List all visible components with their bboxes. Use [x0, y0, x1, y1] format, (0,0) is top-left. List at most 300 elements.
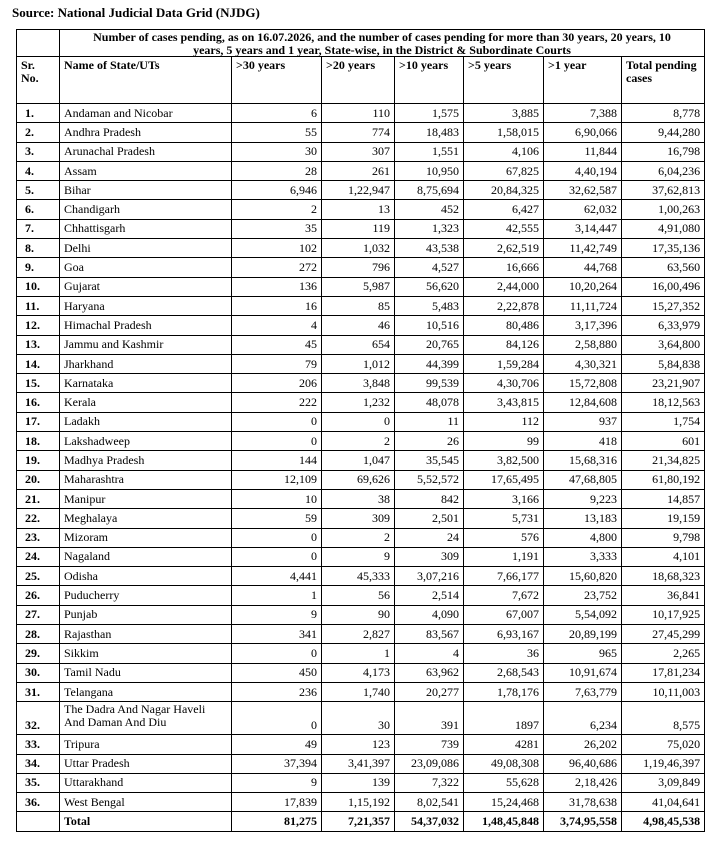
cell-over-1-year: 31,78,638 [544, 793, 622, 812]
cell-sr-no: 6. [17, 200, 60, 219]
cell-over-5-years: 6,93,167 [464, 625, 544, 644]
table-row [17, 644, 705, 663]
cell-over-1-year: 7,388 [544, 104, 622, 123]
table-row [17, 432, 705, 451]
cell-over-30-years: 0 [232, 412, 322, 431]
cell-state-name: Madhya Pradesh [60, 451, 232, 470]
cell-over-20-years: 69,626 [322, 470, 395, 489]
cell-sr-no: 30. [17, 663, 60, 682]
cell-over-10-years: 4,090 [395, 605, 464, 624]
cell-over-10-years: 7,322 [395, 773, 464, 792]
cell-over-10-years: 48,078 [395, 393, 464, 412]
cell-over-1-year: 937 [544, 412, 622, 431]
cell-sr-no: 32. [17, 702, 60, 735]
cell-state-name: Odisha [60, 567, 232, 586]
cell-state-name: Maharashtra [60, 470, 232, 489]
table-row [17, 451, 705, 470]
cell-over-1-year: 7,63,779 [544, 682, 622, 701]
cell-total-pending: 3,64,800 [622, 335, 705, 354]
cell-over-10-years: 35,545 [395, 451, 464, 470]
cell-state-name: Lakshadweep [60, 432, 232, 451]
cell-total-pending: 18,68,323 [622, 567, 705, 586]
table-row [17, 161, 705, 180]
cell-over-5-years: 2,22,878 [464, 296, 544, 315]
cell-over-10-years: 18,483 [395, 123, 464, 142]
table-row [17, 296, 705, 315]
cell-over-30-years: 0 [232, 644, 322, 663]
cell-over-5-years: 16,666 [464, 258, 544, 277]
cell-over-30-years: 28 [232, 161, 322, 180]
table-row [17, 316, 705, 335]
table-row [17, 104, 705, 123]
cell-sr-no: 34. [17, 754, 60, 773]
cell-state-name: Punjab [60, 605, 232, 624]
cell-over-20-years: 38 [322, 489, 395, 508]
table-row [17, 605, 705, 624]
cell-total-pending: 17,35,136 [622, 239, 705, 258]
cell-over-30-years: 136 [232, 277, 322, 296]
cell-state-name: Meghalaya [60, 509, 232, 528]
table-row [17, 682, 705, 701]
table-row [17, 181, 705, 200]
column-header-sr-no: Sr. No. [17, 57, 60, 104]
cell-total-pending: 37,62,813 [622, 181, 705, 200]
cell-over-10-years: 1,575 [395, 104, 464, 123]
cell-over-5-years: 3,885 [464, 104, 544, 123]
cell-over-5-years: 99 [464, 432, 544, 451]
table-row [17, 354, 705, 373]
cell-sr-no: 25. [17, 567, 60, 586]
cell-over-10-years: 2,514 [395, 586, 464, 605]
cell-over-5-years: 4281 [464, 735, 544, 754]
cell-over-30-years: 12,109 [232, 470, 322, 489]
cell-total-pending: 9,798 [622, 528, 705, 547]
table-row [17, 773, 705, 792]
cell-over-30-years: 17,839 [232, 793, 322, 812]
cell-over-5-years: 80,486 [464, 316, 544, 335]
cell-over-20-years: 1,15,192 [322, 793, 395, 812]
cell-over-1-year: 26,202 [544, 735, 622, 754]
cell-total-pending: 4,91,080 [622, 219, 705, 238]
total-cell-over-10-years: 54,37,032 [395, 812, 464, 831]
cell-state-name: Telangana [60, 682, 232, 701]
cell-over-1-year: 32,62,587 [544, 181, 622, 200]
cell-over-1-year: 62,032 [544, 200, 622, 219]
total-cell-over-1-year: 3,74,95,558 [544, 812, 622, 831]
cell-over-10-years: 63,962 [395, 663, 464, 682]
cell-over-5-years: 2,68,543 [464, 663, 544, 682]
cell-over-10-years: 739 [395, 735, 464, 754]
cell-over-20-years: 1,032 [322, 239, 395, 258]
cell-over-10-years: 99,539 [395, 374, 464, 393]
total-cell-over-20-years: 7,21,357 [322, 812, 395, 831]
table-row [17, 258, 705, 277]
cell-sr-no: 35. [17, 773, 60, 792]
column-header-over-1-year: >1 year [544, 57, 622, 104]
cell-sr-no: 23. [17, 528, 60, 547]
cell-sr-no: 14. [17, 354, 60, 373]
cell-over-20-years: 85 [322, 296, 395, 315]
table-row [17, 374, 705, 393]
table-row [17, 702, 705, 735]
cell-over-5-years: 3,82,500 [464, 451, 544, 470]
cell-state-name: Mizoram [60, 528, 232, 547]
cell-total-pending: 63,560 [622, 258, 705, 277]
cell-over-1-year: 6,234 [544, 702, 622, 735]
cell-over-5-years: 15,24,468 [464, 793, 544, 812]
cell-over-30-years: 0 [232, 702, 322, 735]
cell-sr-no: 11. [17, 296, 60, 315]
cell-total-pending: 6,04,236 [622, 161, 705, 180]
cell-over-20-years: 119 [322, 219, 395, 238]
cell-over-5-years: 112 [464, 412, 544, 431]
cell-over-1-year: 44,768 [544, 258, 622, 277]
cell-total-pending: 27,45,299 [622, 625, 705, 644]
cell-over-5-years: 5,731 [464, 509, 544, 528]
table-row [17, 412, 705, 431]
cell-total-pending: 4,101 [622, 547, 705, 566]
cell-over-30-years: 35 [232, 219, 322, 238]
cell-state-name: Ladakh [60, 412, 232, 431]
cell-over-20-years: 2 [322, 432, 395, 451]
cell-sr-no: 28. [17, 625, 60, 644]
cell-over-20-years: 3,41,397 [322, 754, 395, 773]
cell-state-name: Arunachal Pradesh [60, 142, 232, 161]
cell-state-name: Kerala [60, 393, 232, 412]
table-row [17, 528, 705, 547]
cell-over-10-years: 1,551 [395, 142, 464, 161]
table-row [17, 567, 705, 586]
cell-sr-no: 2. [17, 123, 60, 142]
cell-over-20-years: 5,987 [322, 277, 395, 296]
cell-over-20-years: 1,047 [322, 451, 395, 470]
cell-over-10-years: 4,527 [395, 258, 464, 277]
cell-over-5-years: 6,427 [464, 200, 544, 219]
pending-cases-table [16, 29, 705, 832]
cell-state-name: Uttarakhand [60, 773, 232, 792]
cell-total-pending: 1,00,263 [622, 200, 705, 219]
cell-over-20-years: 45,333 [322, 567, 395, 586]
cell-total-pending: 19,159 [622, 509, 705, 528]
cell-state-name: Bihar [60, 181, 232, 200]
table-row [17, 335, 705, 354]
cell-sr-no: 31. [17, 682, 60, 701]
cell-total-pending: 18,12,563 [622, 393, 705, 412]
cell-over-5-years: 42,555 [464, 219, 544, 238]
cell-state-name: The Dadra And Nagar Haveli And Daman And Diu [60, 702, 232, 735]
cell-over-1-year: 10,20,264 [544, 277, 622, 296]
cell-over-20-years: 307 [322, 142, 395, 161]
cell-state-name: Jharkhand [60, 354, 232, 373]
cell-total-pending: 23,21,907 [622, 374, 705, 393]
cell-over-5-years: 576 [464, 528, 544, 547]
cell-total-pending: 10,11,003 [622, 682, 705, 701]
cell-state-name: Uttar Pradesh [60, 754, 232, 773]
header-blank [17, 30, 60, 57]
cell-state-name: Himachal Pradesh [60, 316, 232, 335]
cell-sr-no: 21. [17, 489, 60, 508]
cell-sr-no: 27. [17, 605, 60, 624]
cell-over-5-years: 1897 [464, 702, 544, 735]
cell-over-5-years: 17,65,495 [464, 470, 544, 489]
cell-over-20-years: 1,22,947 [322, 181, 395, 200]
cell-state-name: Jammu and Kashmir [60, 335, 232, 354]
cell-state-name: Manipur [60, 489, 232, 508]
cell-over-1-year: 23,752 [544, 586, 622, 605]
cell-over-1-year: 13,183 [544, 509, 622, 528]
cell-over-30-years: 341 [232, 625, 322, 644]
cell-over-30-years: 0 [232, 528, 322, 547]
cell-over-10-years: 44,399 [395, 354, 464, 373]
cell-over-10-years: 842 [395, 489, 464, 508]
cell-state-name: Rajasthan [60, 625, 232, 644]
table-row [17, 142, 705, 161]
cell-state-name: Sikkim [60, 644, 232, 663]
cell-total-pending: 16,00,496 [622, 277, 705, 296]
cell-over-20-years: 1,012 [322, 354, 395, 373]
total-cell-total-pending: 4,98,45,538 [622, 812, 705, 831]
cell-over-10-years: 83,567 [395, 625, 464, 644]
cell-sr-no: 5. [17, 181, 60, 200]
cell-over-5-years: 20,84,325 [464, 181, 544, 200]
table-row [17, 470, 705, 489]
cell-over-20-years: 30 [322, 702, 395, 735]
cell-state-name: Assam [60, 161, 232, 180]
cell-over-1-year: 3,17,396 [544, 316, 622, 335]
cell-over-30-years: 49 [232, 735, 322, 754]
cell-over-10-years: 11 [395, 412, 464, 431]
cell-over-1-year: 9,223 [544, 489, 622, 508]
table-row [17, 793, 705, 812]
cell-sr-no: 26. [17, 586, 60, 605]
table-title: Number of cases pending, as on 16.07.2026, and the number of cases pending for more than 30 years, 20 years, 10 years, 5 years and 1 year, State-wise, in the District & Subordinate Courts [60, 30, 705, 57]
cell-sr-no: 29. [17, 644, 60, 663]
column-header-over-20-years: >20 years [322, 57, 395, 104]
cell-sr-no: 1. [17, 104, 60, 123]
cell-over-30-years: 9 [232, 773, 322, 792]
cell-total-pending: 41,04,641 [622, 793, 705, 812]
cell-over-30-years: 0 [232, 432, 322, 451]
cell-over-20-years: 261 [322, 161, 395, 180]
cell-total-pending: 8,778 [622, 104, 705, 123]
cell-over-1-year: 2,58,880 [544, 335, 622, 354]
cell-total-pending: 21,34,825 [622, 451, 705, 470]
cell-over-1-year: 11,42,749 [544, 239, 622, 258]
cell-over-30-years: 236 [232, 682, 322, 701]
cell-sr-no: 15. [17, 374, 60, 393]
cell-total-pending: 17,81,234 [622, 663, 705, 682]
table-row [17, 547, 705, 566]
cell-over-30-years: 45 [232, 335, 322, 354]
cell-over-20-years: 4,173 [322, 663, 395, 682]
cell-over-1-year: 418 [544, 432, 622, 451]
cell-state-name: Karnataka [60, 374, 232, 393]
cell-total-pending: 6,33,979 [622, 316, 705, 335]
cell-total-pending: 8,575 [622, 702, 705, 735]
cell-total-pending: 15,27,352 [622, 296, 705, 315]
cell-total-pending: 1,19,46,397 [622, 754, 705, 773]
table-row [17, 239, 705, 258]
cell-over-1-year: 4,40,194 [544, 161, 622, 180]
cell-sr-no: 3. [17, 142, 60, 161]
table-row [17, 586, 705, 605]
cell-sr-no: 13. [17, 335, 60, 354]
cell-over-10-years: 2,501 [395, 509, 464, 528]
source-note: Source: National Judicial Data Grid (NJDG) [12, 5, 260, 20]
cell-over-30-years: 79 [232, 354, 322, 373]
cell-state-name: Haryana [60, 296, 232, 315]
cell-over-10-years: 56,620 [395, 277, 464, 296]
cell-over-5-years: 1,59,284 [464, 354, 544, 373]
cell-sr-no: 24. [17, 547, 60, 566]
cell-over-1-year: 5,54,092 [544, 605, 622, 624]
cell-over-30-years: 1 [232, 586, 322, 605]
cell-total-pending: 36,841 [622, 586, 705, 605]
cell-total-pending: 5,84,838 [622, 354, 705, 373]
cell-sr-no: 22. [17, 509, 60, 528]
cell-over-10-years: 24 [395, 528, 464, 547]
cell-state-name: Tamil Nadu [60, 663, 232, 682]
cell-over-10-years: 23,09,086 [395, 754, 464, 773]
cell-over-20-years: 774 [322, 123, 395, 142]
cell-over-30-years: 4 [232, 316, 322, 335]
cell-sr-no: 10. [17, 277, 60, 296]
cell-over-5-years: 84,126 [464, 335, 544, 354]
cell-over-5-years: 7,66,177 [464, 567, 544, 586]
table-row [17, 200, 705, 219]
cell-over-5-years: 1,191 [464, 547, 544, 566]
cell-total-pending: 9,44,280 [622, 123, 705, 142]
cell-over-30-years: 6 [232, 104, 322, 123]
cell-over-10-years: 5,52,572 [395, 470, 464, 489]
cell-sr-no: 33. [17, 735, 60, 754]
cell-state-name: Puducherry [60, 586, 232, 605]
cell-over-20-years: 1,232 [322, 393, 395, 412]
cell-sr-no: 7. [17, 219, 60, 238]
cell-over-5-years: 2,62,519 [464, 239, 544, 258]
cell-state-name: Goa [60, 258, 232, 277]
cell-over-20-years: 139 [322, 773, 395, 792]
cell-over-10-years: 5,483 [395, 296, 464, 315]
column-header-over-5-years: >5 years [464, 57, 544, 104]
table-row [17, 509, 705, 528]
cell-over-10-years: 20,277 [395, 682, 464, 701]
cell-over-1-year: 965 [544, 644, 622, 663]
table-row [17, 489, 705, 508]
cell-over-5-years: 7,672 [464, 586, 544, 605]
cell-sr-no: 36. [17, 793, 60, 812]
cell-total-pending: 2,265 [622, 644, 705, 663]
cell-state-name: Andaman and Nicobar [60, 104, 232, 123]
cell-over-1-year: 6,90,066 [544, 123, 622, 142]
cell-over-20-years: 1 [322, 644, 395, 663]
cell-over-10-years: 20,765 [395, 335, 464, 354]
table-row [17, 754, 705, 773]
cell-over-30-years: 55 [232, 123, 322, 142]
table-row [17, 735, 705, 754]
cell-total-pending: 14,857 [622, 489, 705, 508]
cell-sr-no: 8. [17, 239, 60, 258]
cell-over-1-year: 20,89,199 [544, 625, 622, 644]
cell-over-1-year: 11,11,724 [544, 296, 622, 315]
cell-over-30-years: 59 [232, 509, 322, 528]
cell-over-5-years: 67,007 [464, 605, 544, 624]
column-header-state: Name of State/UTs [60, 57, 232, 104]
cell-over-30-years: 102 [232, 239, 322, 258]
cell-over-5-years: 2,44,000 [464, 277, 544, 296]
cell-over-5-years: 3,43,815 [464, 393, 544, 412]
cell-over-5-years: 4,106 [464, 142, 544, 161]
cell-over-10-years: 4 [395, 644, 464, 663]
cell-over-20-years: 2,827 [322, 625, 395, 644]
cell-over-5-years: 3,166 [464, 489, 544, 508]
cell-over-20-years: 56 [322, 586, 395, 605]
cell-over-10-years: 3,07,216 [395, 567, 464, 586]
cell-sr-no: 12. [17, 316, 60, 335]
cell-over-30-years: 6,946 [232, 181, 322, 200]
total-label: Total [60, 812, 232, 831]
cell-over-20-years: 3,848 [322, 374, 395, 393]
cell-state-name: West Bengal [60, 793, 232, 812]
cell-over-10-years: 309 [395, 547, 464, 566]
cell-over-10-years: 8,02,541 [395, 793, 464, 812]
cell-over-30-years: 144 [232, 451, 322, 470]
table-row [17, 393, 705, 412]
cell-over-5-years: 49,08,308 [464, 754, 544, 773]
cell-over-10-years: 1,323 [395, 219, 464, 238]
cell-over-20-years: 46 [322, 316, 395, 335]
cell-over-1-year: 4,800 [544, 528, 622, 547]
cell-over-20-years: 0 [322, 412, 395, 431]
cell-total-pending: 16,798 [622, 142, 705, 161]
cell-sr-no: 16. [17, 393, 60, 412]
cell-total-pending: 10,17,925 [622, 605, 705, 624]
cell-over-1-year: 15,68,316 [544, 451, 622, 470]
cell-over-5-years: 1,58,015 [464, 123, 544, 142]
cell-over-30-years: 4,441 [232, 567, 322, 586]
column-header-total-pending: Total pending cases [622, 57, 705, 104]
cell-over-20-years: 2 [322, 528, 395, 547]
table-row [17, 123, 705, 142]
total-row [17, 812, 705, 831]
cell-state-name: Gujarat [60, 277, 232, 296]
cell-state-name: Chandigarh [60, 200, 232, 219]
cell-over-20-years: 9 [322, 547, 395, 566]
cell-over-10-years: 10,516 [395, 316, 464, 335]
column-header-over-30-years: >30 years [232, 57, 322, 104]
column-header-over-10-years: >10 years [395, 57, 464, 104]
total-cell-over-5-years: 1,48,45,848 [464, 812, 544, 831]
cell-over-30-years: 16 [232, 296, 322, 315]
cell-over-5-years: 55,628 [464, 773, 544, 792]
table-row [17, 625, 705, 644]
cell-over-30-years: 10 [232, 489, 322, 508]
cell-state-name: Delhi [60, 239, 232, 258]
cell-over-10-years: 8,75,694 [395, 181, 464, 200]
cell-over-1-year: 15,72,808 [544, 374, 622, 393]
cell-over-1-year: 47,68,805 [544, 470, 622, 489]
cell-sr-no: 18. [17, 432, 60, 451]
cell-sr-no: 4. [17, 161, 60, 180]
cell-over-30-years: 37,394 [232, 754, 322, 773]
cell-over-10-years: 452 [395, 200, 464, 219]
cell-over-20-years: 13 [322, 200, 395, 219]
cell-state-name: Nagaland [60, 547, 232, 566]
cell-total-pending: 601 [622, 432, 705, 451]
cell-over-30-years: 222 [232, 393, 322, 412]
cell-over-5-years: 1,78,176 [464, 682, 544, 701]
cell-over-1-year: 10,91,674 [544, 663, 622, 682]
